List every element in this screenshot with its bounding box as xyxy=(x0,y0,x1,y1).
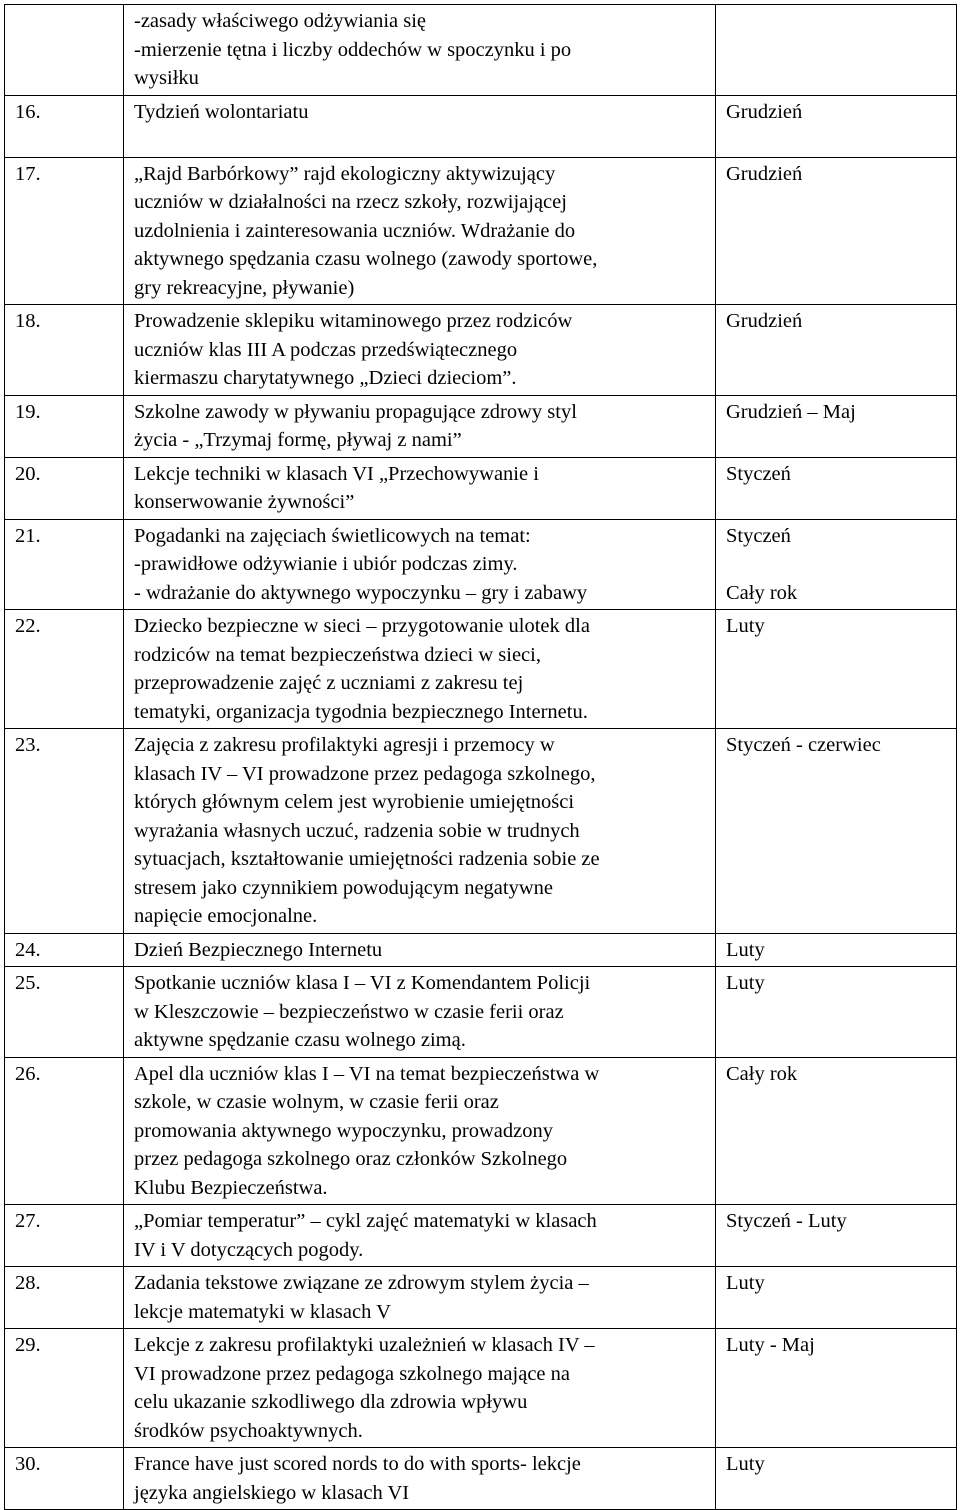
activity-description xyxy=(124,933,716,967)
description-line: Lekcje techniki w klasach VI „Przechowywanie i xyxy=(134,462,539,485)
activity-description xyxy=(124,1267,716,1329)
description-line: gry rekreacyjne, pływanie) xyxy=(134,276,355,299)
activity-term xyxy=(716,95,957,157)
description-line: Pogadanki na zajęciach świetlicowych na temat: xyxy=(134,524,531,547)
activity-description xyxy=(124,519,716,610)
description-line: klasach IV – VI prowadzone przez pedagoga szkolnego, xyxy=(134,762,596,785)
activity-description xyxy=(124,5,716,96)
description-line: środków psychoaktywnych. xyxy=(134,1419,363,1442)
activity-description xyxy=(124,610,716,729)
term-line: Cały rok xyxy=(726,1062,798,1085)
activity-term xyxy=(716,457,957,519)
description-line: - wdrażanie do aktywnego wypoczynku – gry i zabawy xyxy=(134,581,588,604)
description-line: France have just scored nords to do with sports- lekcje xyxy=(134,1453,581,1475)
description-line: wysiłku xyxy=(134,67,199,89)
activity-term xyxy=(716,1057,957,1205)
description-line: lekcje matematyki w klasach V xyxy=(134,1300,391,1323)
activity-description xyxy=(124,729,716,934)
activity-term xyxy=(716,610,957,729)
row-number: 17. xyxy=(5,157,124,305)
term-line: Styczeń - czerwiec xyxy=(726,734,881,756)
activity-term xyxy=(716,729,957,934)
table-row xyxy=(5,1448,957,1510)
description-line: Prowadzenie sklepiku witaminowego przez rodziców xyxy=(134,310,573,332)
activity-description xyxy=(124,1448,716,1510)
activity-description xyxy=(124,395,716,457)
row-number: 20. xyxy=(5,457,124,519)
description-line: aktywnego spędzania czasu wolnego (zawody sportowe, xyxy=(134,248,598,270)
description-line: wyrażania własnych uczuć, radzenia sobie w trudnych xyxy=(134,819,580,842)
description-line: Tydzień wolontariatu xyxy=(134,100,309,123)
description-line: Klubu Bezpieczeństwa. xyxy=(134,1176,328,1199)
table-row xyxy=(5,933,957,967)
activity-term xyxy=(716,1448,957,1510)
description-line: rodziców na temat bezpieczeństwa dzieci w sieci, xyxy=(134,643,541,666)
row-number: 22. xyxy=(5,610,124,729)
table-row xyxy=(5,305,957,396)
activity-term xyxy=(716,933,957,967)
activity-description xyxy=(124,1205,716,1267)
description-line: Lekcje z zakresu profilaktyki uzależnień w klasach IV – xyxy=(134,1334,595,1356)
row-number: 29. xyxy=(5,1329,124,1448)
term-line: Styczeń xyxy=(726,462,791,485)
table-row xyxy=(5,1205,957,1267)
term-line: Styczeń xyxy=(726,524,791,547)
description-line: przeprowadzenie zajęć z uczniami z zakresu tej xyxy=(134,672,524,694)
term-line: Grudzień xyxy=(726,100,803,123)
description-line: „Rajd Barbórkowy” rajd ekologiczny aktywizujący xyxy=(134,162,556,185)
row-number: 19. xyxy=(5,395,124,457)
term-line: Cały rok xyxy=(726,581,798,604)
table-row xyxy=(5,157,957,305)
term-line: Grudzień xyxy=(726,310,803,332)
term-line: Styczeń - Luty xyxy=(726,1210,847,1232)
description-line: VI prowadzone przez pedagoga szkolnego mające na xyxy=(134,1362,570,1385)
description-line: tematyki, organizacja tygodnia bezpiecznego Internetu. xyxy=(134,700,588,723)
description-line: kiermaszu charytatywnego „Dzieci dzieciom”. xyxy=(134,367,517,389)
row-number: 27. xyxy=(5,1205,124,1267)
description-line: -mierzenie tętna i liczby oddechów w spoczynku i po xyxy=(134,38,572,61)
term-line: Luty xyxy=(726,1272,765,1294)
term-line: Luty xyxy=(726,1453,765,1475)
activity-term xyxy=(716,1329,957,1448)
activity-term xyxy=(716,1267,957,1329)
table-row xyxy=(5,457,957,519)
description-line: uczniów klas III A podczas przedświątecznego xyxy=(134,338,518,361)
description-line: konserwowanie żywności” xyxy=(134,491,355,513)
table-row xyxy=(5,1057,957,1205)
row-number: 18. xyxy=(5,305,124,396)
table-row xyxy=(5,1267,957,1329)
description-line: IV i V dotyczących pogody. xyxy=(134,1238,364,1261)
description-line: celu ukazanie szkodliwego dla zdrowia wpływu xyxy=(134,1391,528,1413)
description-line: języka angielskiego w klasach VI xyxy=(134,1481,410,1504)
description-line: uzdolnienia i zainteresowania uczniów. Wdrażanie do xyxy=(134,219,576,242)
activity-table xyxy=(4,4,957,1510)
activity-term xyxy=(716,157,957,305)
activity-term xyxy=(716,5,957,96)
activity-description xyxy=(124,457,716,519)
term-line: Luty xyxy=(726,938,765,961)
description-line: Szkolne zawody w pływaniu propagujące zdrowy styl xyxy=(134,400,577,423)
table-row xyxy=(5,610,957,729)
activity-term xyxy=(716,1205,957,1267)
term-line: Luty xyxy=(726,972,765,994)
term-line: Grudzień xyxy=(726,162,803,185)
description-line: Zadania tekstowe związane ze zdrowym stylem życia – xyxy=(134,1272,589,1294)
table-row xyxy=(5,519,957,610)
description-line: Apel dla uczniów klas I – VI na temat bezpieczeństwa w xyxy=(134,1062,600,1085)
row-number: 26. xyxy=(5,1057,124,1205)
spacer-line xyxy=(134,126,707,155)
activity-description xyxy=(124,95,716,157)
row-number: 28. xyxy=(5,1267,124,1329)
description-line: -prawidłowe odżywianie i ubiór podczas zimy. xyxy=(134,553,518,575)
description-line: stresem jako czynnikiem powodującym negatywne xyxy=(134,876,553,899)
table-row xyxy=(5,395,957,457)
activity-term xyxy=(716,519,957,610)
row-number: 23. xyxy=(5,729,124,934)
description-line: uczniów w działalności na rzecz szkoły, rozwijającej xyxy=(134,191,567,213)
activity-description xyxy=(124,157,716,305)
row-number: 16. xyxy=(5,95,124,157)
description-line: promowania aktywnego wypoczynku, prowadzony xyxy=(134,1119,553,1142)
description-line: sytuacjach, kształtowanie umiejętności radzenia sobie ze xyxy=(134,848,600,870)
row-number: 25. xyxy=(5,967,124,1058)
table-row xyxy=(5,95,957,157)
row-number: 24. xyxy=(5,933,124,967)
activity-table-body xyxy=(5,5,957,1510)
description-line: Spotkanie uczniów klasa I – VI z Komendantem Policji xyxy=(134,972,591,994)
term-line: Grudzień – Maj xyxy=(726,400,856,423)
description-line: przez pedagoga szkolnego oraz członków Szkolnego xyxy=(134,1148,568,1170)
description-line: „Pomiar temperatur” – cykl zajęć matematyki w klasach xyxy=(134,1210,597,1232)
description-line: szkole, w czasie wolnym, w czasie ferii oraz xyxy=(134,1091,499,1113)
activity-term xyxy=(716,395,957,457)
activity-term xyxy=(716,967,957,1058)
description-line: których głównym celem jest wyrobienie umiejętności xyxy=(134,791,575,813)
spacer-line xyxy=(726,550,948,579)
row-number: 30. xyxy=(5,1448,124,1510)
term-line: Luty - Maj xyxy=(726,1334,815,1356)
description-line: aktywne spędzanie czasu wolnego zimą. xyxy=(134,1029,466,1051)
row-number xyxy=(5,5,124,96)
activity-description xyxy=(124,967,716,1058)
table-row xyxy=(5,1329,957,1448)
description-line: -zasady właściwego odżywiania się xyxy=(134,10,427,32)
activity-description xyxy=(124,1057,716,1205)
term-line: Luty xyxy=(726,615,765,637)
description-line: Dzień Bezpiecznego Internetu xyxy=(134,938,383,961)
description-line: życia - „Trzymaj formę, pływaj z nami” xyxy=(134,429,462,451)
description-line: w Kleszczowie – bezpieczeństwo w czasie ferii oraz xyxy=(134,1000,564,1023)
description-line: Zajęcia z zakresu profilaktyki agresji i przemocy w xyxy=(134,734,555,756)
table-row xyxy=(5,5,957,96)
table-row xyxy=(5,967,957,1058)
row-number: 21. xyxy=(5,519,124,610)
description-line: Dziecko bezpieczne w sieci – przygotowanie ulotek dla xyxy=(134,615,590,637)
activity-term xyxy=(716,305,957,396)
description-line: napięcie emocjonalne. xyxy=(134,905,318,927)
activity-description xyxy=(124,305,716,396)
activity-description xyxy=(124,1329,716,1448)
table-row xyxy=(5,729,957,934)
